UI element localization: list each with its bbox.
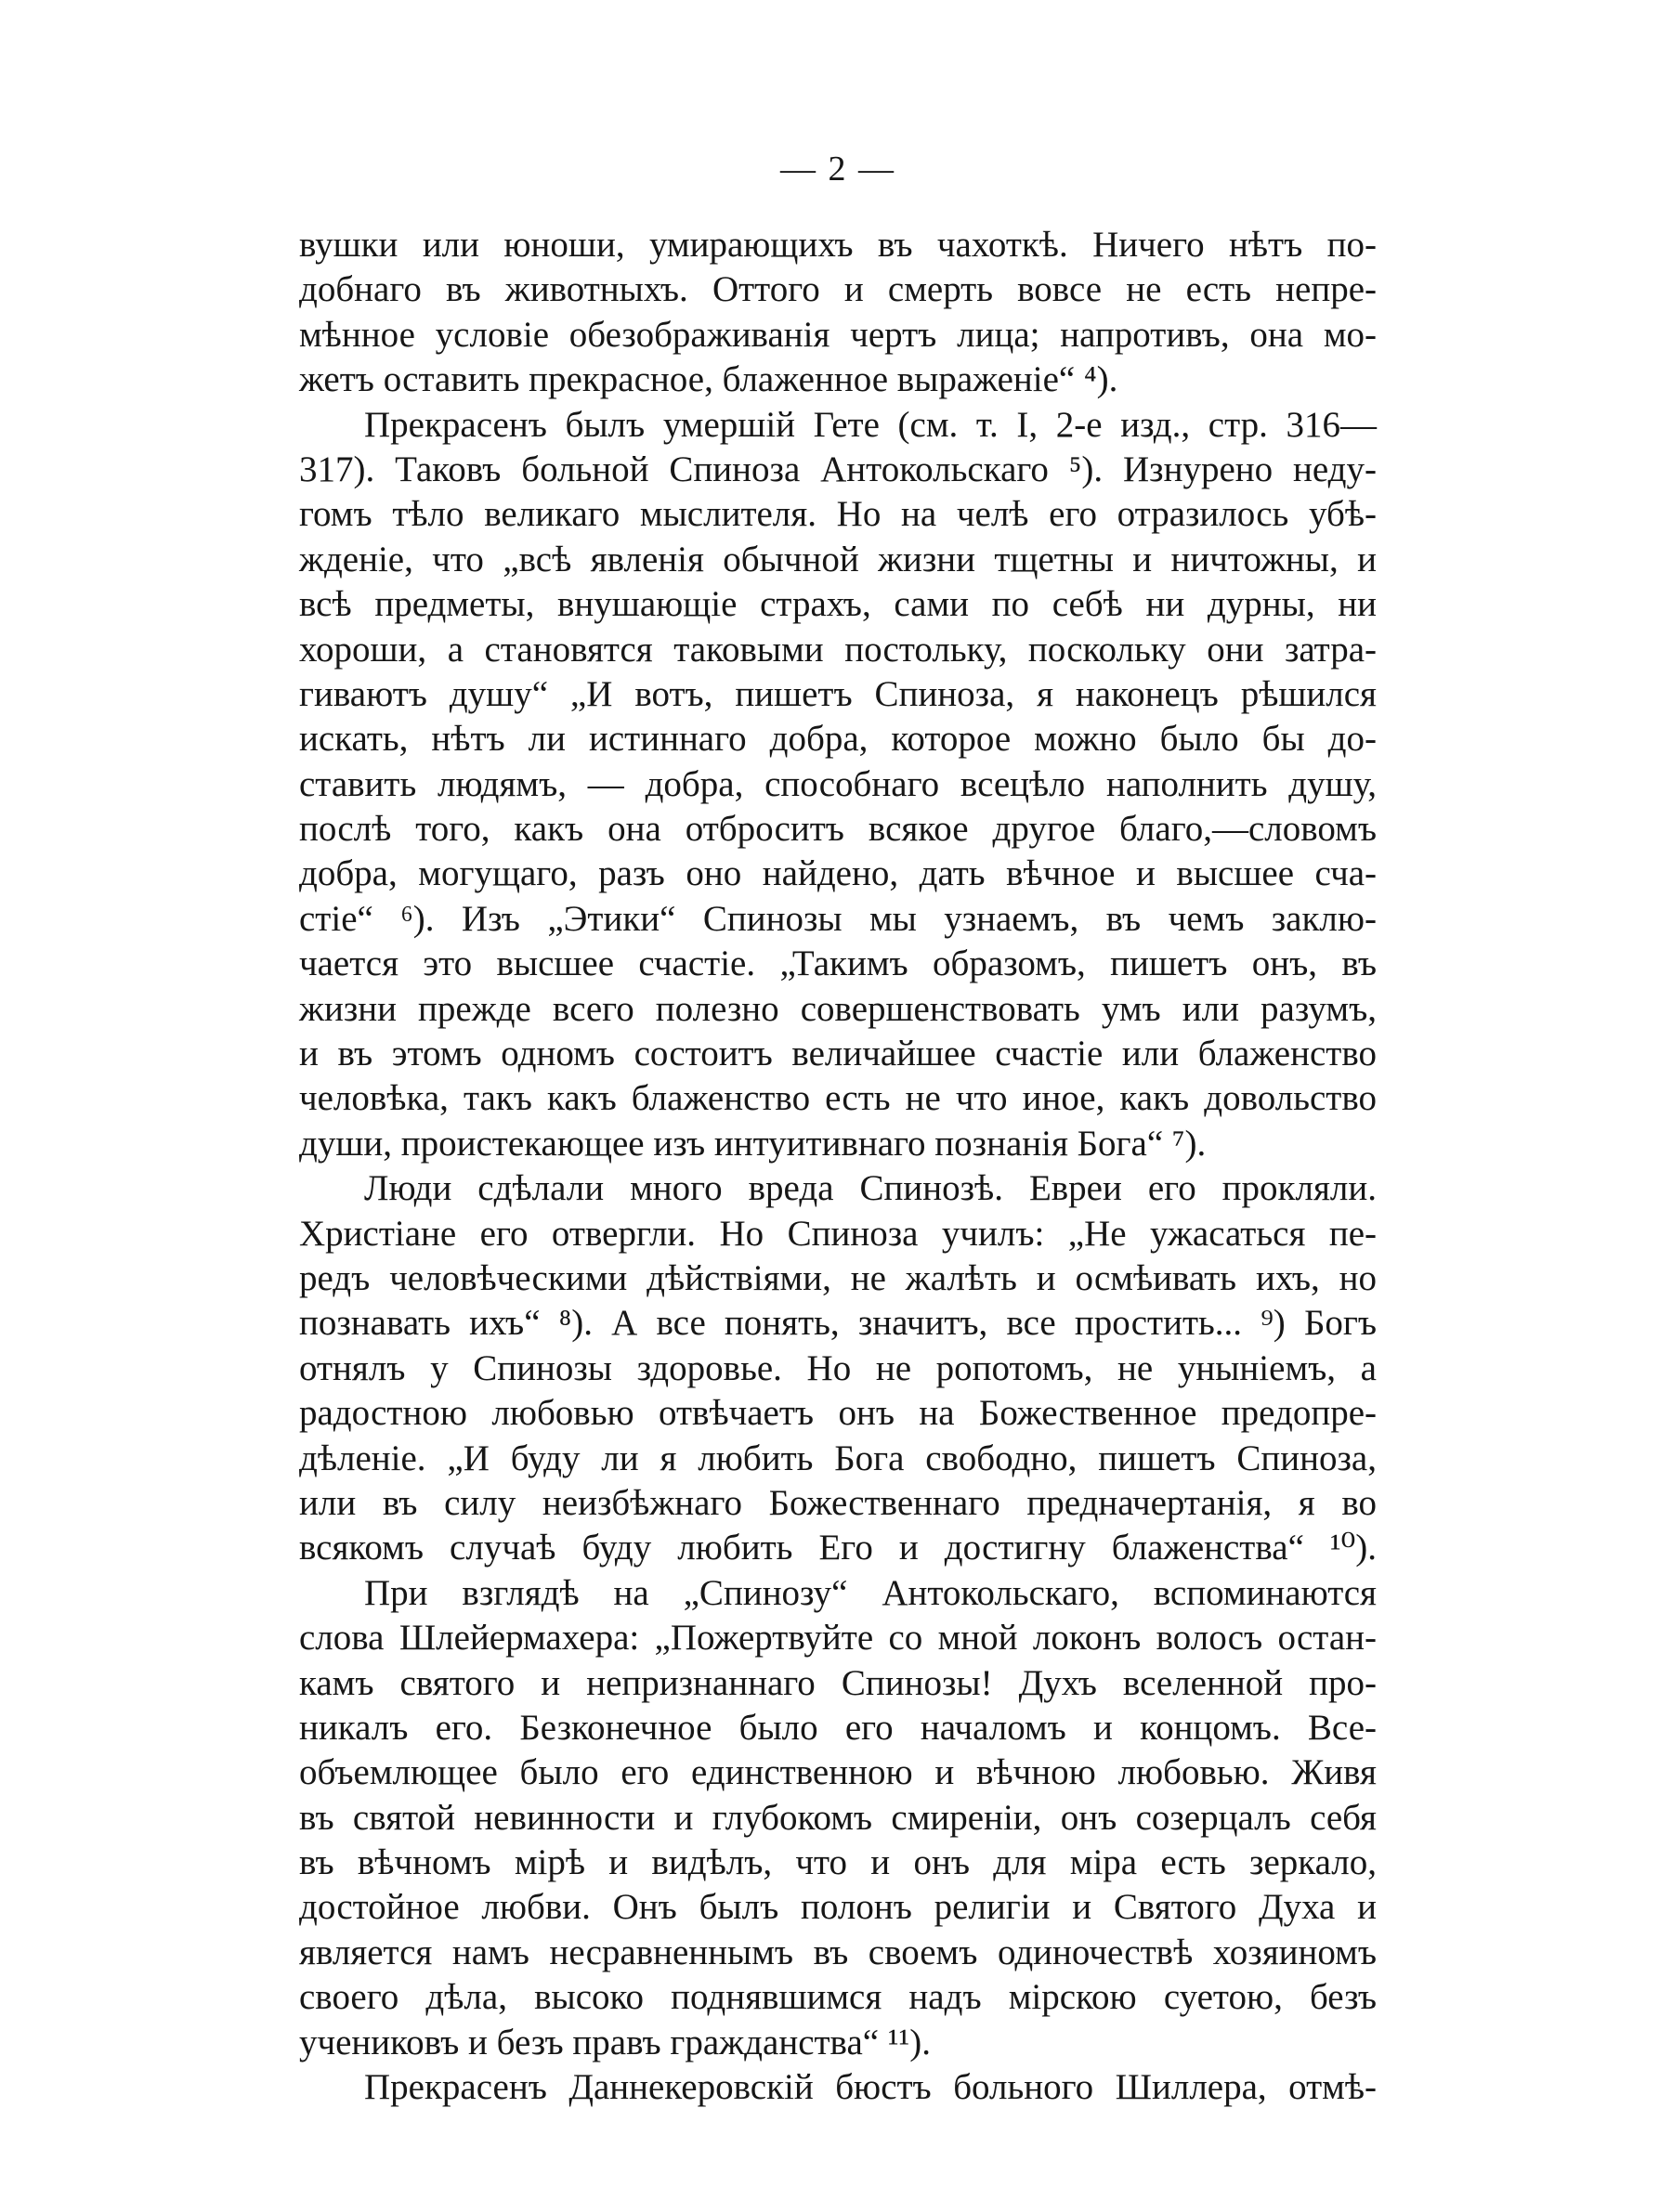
- text-line: объемлющее было его единственною и вѣчною любовью. Живя: [299, 1752, 1377, 1793]
- text-line: хороши, а становятся таковыми постольку, поскольку они затра-: [299, 629, 1377, 670]
- text-line: своего дѣла, высоко поднявшимся надъ мірскою суетою, безъ: [299, 1977, 1377, 2018]
- text-line: и въ этомъ одномъ состоитъ величайшее счастіе или блаженство: [299, 1034, 1377, 1074]
- text-line: гиваютъ душу“ „И вотъ, пишетъ Спиноза, я наконецъ рѣшился: [299, 673, 1377, 714]
- text-line: человѣка, такъ какъ блаженство есть не что иное, какъ довольство: [299, 1078, 1377, 1119]
- text-line: или въ силу неизбѣжнаго Божественнаго предначертанія, я во: [299, 1482, 1377, 1523]
- text-line: редъ человѣческими дѣйствіями, не жалѣть и осмѣивать ихъ, но: [299, 1257, 1377, 1298]
- text-line: души, проистекающее изъ интуитивнаго познанія Бога“ ⁷).: [299, 1123, 1207, 1164]
- text-line: жденіе, что „всѣ явленія обычной жизни тщетны и ничтожны, и: [299, 539, 1377, 579]
- text-line: искать, нѣтъ ли истиннаго добра, которое можно было бы до-: [299, 719, 1377, 760]
- text-line: стіе“ ⁶). Изъ „Этики“ Спинозы мы узнаемъ, въ чемъ заклю-: [299, 898, 1377, 939]
- text-line: радостною любовью отвѣчаетъ онъ на Божественное предопре-: [299, 1393, 1377, 1434]
- text-line: ставить людямъ, — добра, способнаго всецѣло наполнить душу,: [299, 763, 1377, 804]
- text-line: учениковъ и безъ правъ гражданства“ ¹¹).: [299, 2022, 931, 2062]
- page-number: — 2 —: [780, 150, 895, 189]
- text-line: При взглядѣ на „Спинозу“ Антокольскаго, вспоминаются: [364, 1572, 1377, 1613]
- text-line: вушки или юноши, умирающихъ въ чахоткѣ. Ничего нѣтъ по-: [299, 225, 1377, 265]
- text-line: жетъ оставить прекрасное, блаженное выраженіе“ ⁴).: [299, 359, 1118, 400]
- text-line: камъ святого и непризнаннаго Спинозы! Духъ вселенной про-: [299, 1662, 1377, 1703]
- text-line: 317). Таковъ больной Спиноза Антокольскаго ⁵). Изнурено неду-: [299, 449, 1377, 489]
- text-line: въ вѣчномъ мірѣ и видѣлъ, что и онъ для міра есть зеркало,: [299, 1842, 1377, 1883]
- text-line: слова Шлейермахера: „Пожертвуйте со мной локонъ волосъ остан-: [299, 1618, 1377, 1659]
- text-line: достойное любви. Онъ былъ полонъ религіи и Святого Духа и: [299, 1887, 1377, 1928]
- text-line: Христіане его отвергли. Но Спиноза училъ: „Не ужасаться пе-: [299, 1213, 1377, 1254]
- text-line: всякомъ случаѣ буду любить Его и достигну блаженства“ ¹⁰).: [299, 1528, 1377, 1568]
- text-line: послѣ того, какъ она отброситъ всякое другое благо,—словомъ: [299, 809, 1377, 850]
- text-line: Прекрасенъ былъ умершій Гете (см. т. I, 2-е изд., стр. 316—: [364, 404, 1377, 445]
- text-line: гомъ тѣло великаго мыслителя. Но на челѣ его отразилось убѣ-: [299, 494, 1377, 535]
- text-line: познавать ихъ“ ⁸). А все понять, значитъ, все простить... ⁹) Богъ: [299, 1303, 1377, 1344]
- text-line: чается это высшее счастіе. „Такимъ образомъ, пишетъ онъ, въ: [299, 943, 1377, 984]
- book-page: [299, 149, 1377, 2110]
- body-text: [299, 223, 1377, 2110]
- text-line: дѣленіе. „И буду ли я любить Бога свободно, пишетъ Спиноза,: [299, 1438, 1377, 1478]
- text-line: въ святой невинности и глубокомъ смиреніи, онъ созерцалъ себя: [299, 1797, 1377, 1838]
- text-line: всѣ предметы, внушающіе страхъ, сами по себѣ ни дурны, ни: [299, 584, 1377, 625]
- text-line: Прекрасенъ Даннекеровскій бюстъ больного Шиллера, отмѣ-: [364, 2067, 1377, 2108]
- text-line: добра, могущаго, разъ оно найдено, дать вѣчное и высшее сча-: [299, 853, 1377, 894]
- text-line: добнаго въ животныхъ. Оттого и смерть вовсе не есть непре-: [299, 269, 1377, 310]
- text-line: отнялъ у Спинозы здоровье. Но не ропотомъ, не уныніемъ, а: [299, 1347, 1377, 1388]
- text-line: никалъ его. Безконечное было его началомъ и концомъ. Все-: [299, 1707, 1377, 1748]
- text-line: является намъ несравненнымъ въ своемъ одиночествѣ хозяиномъ: [299, 1932, 1377, 1972]
- text-line: Люди сдѣлали много вреда Спинозѣ. Евреи его прокляли.: [364, 1168, 1377, 1209]
- text-line: мѣнное условіе обезображиванія чертъ лица; напротивъ, она мо-: [299, 314, 1377, 355]
- text-line: жизни прежде всего полезно совершенствовать умъ или разумъ,: [299, 988, 1377, 1029]
